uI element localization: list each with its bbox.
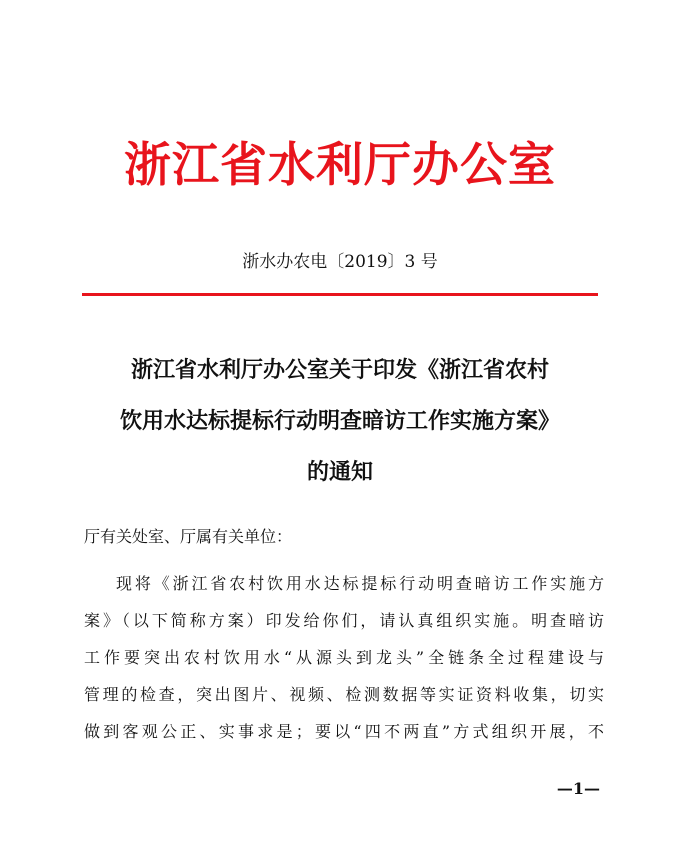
- body-line: 案》（以下简称方案）印发给你们，请认真组织实施。明查暗访: [84, 611, 604, 630]
- salutation: 厅有关处室、厅属有关单位：: [84, 527, 293, 546]
- body-line: 做到客观公正、实事求是；要以“四不两直”方式组织开展，不: [84, 722, 604, 741]
- title-line: 浙江省水利厅办公室关于印发《浙江省农村: [130, 357, 549, 383]
- body-line: 工作要突出农村饮用水“从源头到龙头”全链条全过程建设与: [84, 648, 604, 667]
- agency-masthead: 浙江省水利厅办公室: [124, 138, 556, 193]
- title-line: 的通知: [306, 459, 373, 485]
- document-number: 浙水办农电〔2019〕3 号: [242, 252, 438, 272]
- document-title: [60, 345, 620, 498]
- body-line: 管理的检查，突出图片、视频、检测数据等实证资料收集，切实: [84, 685, 604, 704]
- page-number: —1—: [556, 779, 600, 798]
- body-paragraph: [84, 565, 604, 750]
- title-line: 饮用水达标提标行动明查暗访工作实施方案》: [119, 408, 560, 434]
- body-line: 现将《浙江省农村饮用水达标提标行动明查暗访工作实施方: [116, 574, 604, 593]
- red-divider-line: [82, 293, 598, 296]
